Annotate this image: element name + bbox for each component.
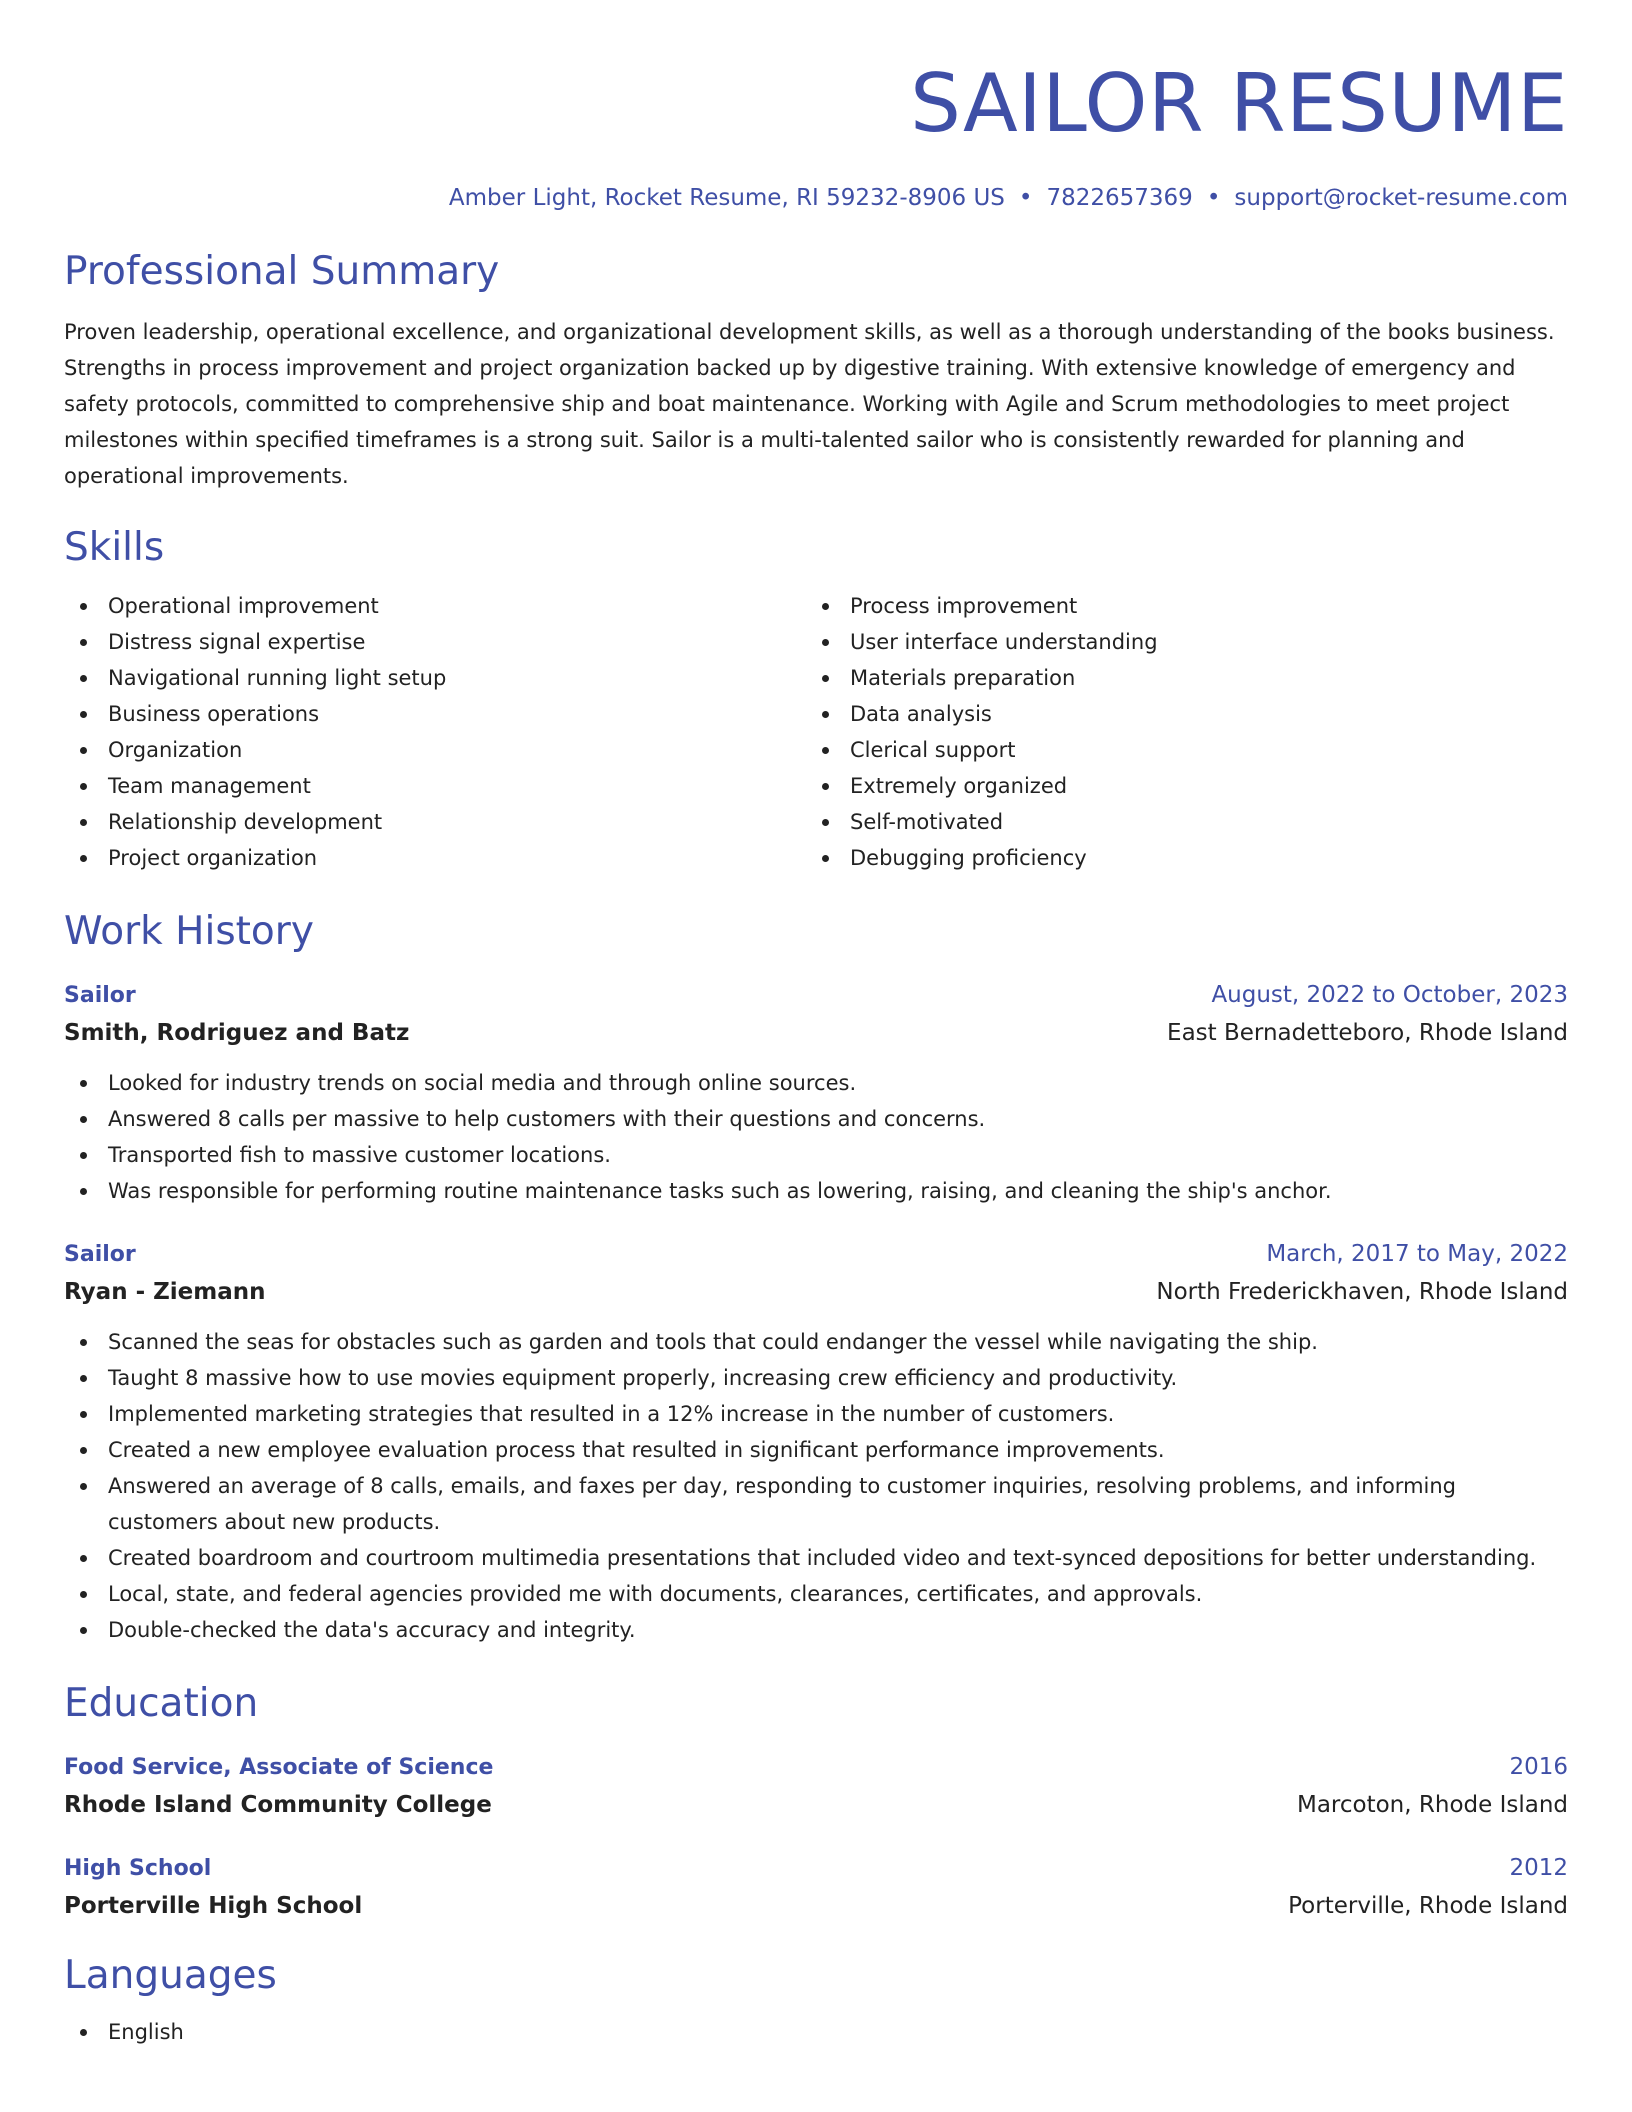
job-dates: August, 2022 to October, 2023 <box>1211 982 1568 1008</box>
education-entry <box>64 1851 1568 1926</box>
summary-text: Proven leadership, operational excellence, and organizational development skills, as well as a thorough understanding of the books business. Strengths in process improvement and project organization backed up by digestive training. With extensive knowledge of emergency and safety protocols, committed to comprehensive ship and boat maintenance. Working with Agile and Scrum methodologies to meet project milestones within specified timeframes is a strong suit. Sailor is a multi-talented sailor who is consistently rewarded for planning and operational improvements. <box>64 320 1555 488</box>
skill-item: Business operations <box>64 696 806 732</box>
job-duty-item: Double-checked the data's accuracy and integrity. <box>64 1612 1568 1648</box>
contact-phone: 7822657369 <box>1046 185 1193 211</box>
job-duties-list <box>64 1065 1568 1209</box>
education-school-row <box>64 1785 1568 1825</box>
skill-item: Materials preparation <box>806 660 1548 696</box>
skill-item: Data analysis <box>806 696 1548 732</box>
education-school: Rhode Island Community College <box>64 1792 492 1818</box>
job-duty-item: Transported fish to massive customer locations. <box>64 1137 1568 1173</box>
education-header-row <box>64 1750 1568 1785</box>
job-company: Smith, Rodriguez and Batz <box>64 1020 410 1046</box>
contact-separator: • <box>1206 185 1221 211</box>
job-duty-item: Created boardroom and courtroom multimedia presentations that included video and text-synced depositions for better understanding. <box>64 1540 1568 1576</box>
job-header-row <box>64 978 1568 1013</box>
job-location: East Bernadetteboro, Rhode Island <box>1167 1020 1568 1046</box>
resume-name: SAILOR RESUME <box>910 57 1568 150</box>
skill-item: Navigational running light setup <box>64 660 806 696</box>
education-year: 2016 <box>1509 1754 1568 1780</box>
education-school-row <box>64 1886 1568 1926</box>
skills-list-right <box>806 588 1548 876</box>
job-duty-item: Created a new employee evaluation process that resulted in significant performance improvements. <box>64 1432 1568 1468</box>
education-degree: Food Service, Associate of Science <box>64 1755 494 1780</box>
job-duty-item: Scanned the seas for obstacles such as garden and tools that could endanger the vessel while navigating the ship. <box>64 1324 1568 1360</box>
skill-item: Organization <box>64 732 806 768</box>
skills-grid <box>64 588 1568 876</box>
job-header-row <box>64 1237 1568 1272</box>
language-item: English <box>64 2014 1568 2050</box>
job-entry <box>64 978 1568 1209</box>
job-company: Ryan - Ziemann <box>64 1279 266 1305</box>
job-title: Sailor <box>64 1242 136 1267</box>
job-duty-item: Was responsible for performing routine maintenance tasks such as lowering, raising, and cleaning the ship's anchor. <box>64 1173 1568 1209</box>
summary-heading: Professional Summary <box>64 249 500 294</box>
job-duty-item: Local, state, and federal agencies provided me with documents, clearances, certificates, and approvals. <box>64 1576 1568 1612</box>
job-entry <box>64 1237 1568 1648</box>
job-duties-list <box>64 1324 1568 1648</box>
job-location: North Frederickhaven, Rhode Island <box>1156 1279 1568 1305</box>
skills-column-left <box>64 588 806 876</box>
languages-list <box>64 2014 1568 2050</box>
job-duty-item: Answered 8 calls per massive to help customers with their questions and concerns. <box>64 1101 1568 1137</box>
job-duty-item: Looked for industry trends on social media and through online sources. <box>64 1065 1568 1101</box>
resume-header <box>64 54 1568 214</box>
skill-item: Team management <box>64 768 806 804</box>
skill-item: Project organization <box>64 840 806 876</box>
education-header-row <box>64 1851 1568 1886</box>
job-company-row <box>64 1013 1568 1053</box>
languages-heading: Languages <box>64 1953 277 1998</box>
work-history-heading: Work History <box>64 909 314 954</box>
job-title: Sailor <box>64 983 136 1008</box>
skills-heading: Skills <box>64 525 165 570</box>
job-duty-item: Taught 8 massive how to use movies equipment properly, increasing crew efficiency and productivity. <box>64 1360 1568 1396</box>
contact-email: support@rocket-resume.com <box>1234 185 1568 211</box>
skills-column-right <box>806 588 1548 876</box>
education-entry <box>64 1750 1568 1825</box>
skill-item: Extremely organized <box>806 768 1548 804</box>
education-degree: High School <box>64 1856 212 1881</box>
skill-item: Self-motivated <box>806 804 1548 840</box>
skill-item: Relationship development <box>64 804 806 840</box>
skill-item: User interface understanding <box>806 624 1548 660</box>
job-company-row <box>64 1272 1568 1312</box>
contact-address: Amber Light, Rocket Resume, RI 59232-8906 US <box>448 185 1005 211</box>
education-school: Porterville High School <box>64 1893 363 1919</box>
contact-line <box>64 182 1568 214</box>
skills-list-left <box>64 588 806 876</box>
contact-separator: • <box>1018 185 1033 211</box>
job-duty-item: Implemented marketing strategies that resulted in a 12% increase in the number of customers. <box>64 1396 1568 1432</box>
education-location: Marcoton, Rhode Island <box>1296 1792 1568 1818</box>
skill-item: Distress signal expertise <box>64 624 806 660</box>
skill-item: Debugging proficiency <box>806 840 1548 876</box>
job-duty-item: Answered an average of 8 calls, emails, and faxes per day, responding to customer inquiries, resolving problems, and informing customers about new products. <box>64 1468 1568 1540</box>
skill-item: Process improvement <box>806 588 1548 624</box>
education-location: Porterville, Rhode Island <box>1288 1893 1568 1919</box>
education-heading: Education <box>64 1681 259 1726</box>
skill-item: Operational improvement <box>64 588 806 624</box>
education-year: 2012 <box>1509 1855 1568 1881</box>
job-dates: March, 2017 to May, 2022 <box>1266 1241 1568 1267</box>
skill-item: Clerical support <box>806 732 1548 768</box>
